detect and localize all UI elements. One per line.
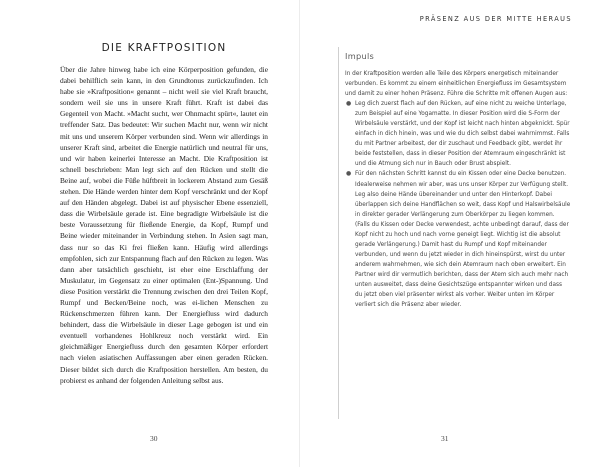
impuls-text — [345, 69, 571, 310]
impuls-intro: In der Kraftposition werden alle Teile des Körpers energetisch miteinander verbunden. Es kommt zu einem einheitlichen Energiefluss im Gesamtsystem und damit zu einer hohen Präsenz. Führe die Schritte mit offenen Augen aus: — [345, 71, 568, 98]
left-page — [0, 0, 299, 467]
running-header: PRÄSENZ AUS DER MITTE HERAUS — [419, 15, 572, 23]
list-item — [345, 99, 571, 169]
body-paragraph: Über die Jahre hinweg habe ich eine Körperposition gefunden, die dabei behilflich sein kann, in den Grundtonus zurückzufinden. Ich habe sie »Kraftposition« genannt – nicht weil sie viel Kraft braucht, sondern weil sie uns in unsere Kraft führt. Kraft ist dabei das Gegenteil von Macht. »Macht sucht, wer Ohnmacht spürt«, lautet ein treffender Satz. Das bedeutet: Wir suchen Macht nur, wenn wir nicht mit uns und unserem Körper verbunden sind. Wenn wir allerdings in unserer Kraft sind, arbeitet die Energie natürlich und neutral für uns, und wir haben keinerlei Interesse an Macht. Die Kraftposition ist schnell beschrieben: Man legt sich auf den Rücken und stellt die Beine auf, wobei die Füße hüftbreit in lockerem Abstand zum Gesäß stehen. Die Hände werden hinter dem Kopf verschränkt und der Kopf auf den Händen abgelegt. Dabei ist auf physischer Ebene essenziell, dass die Wirbelsäule gerade ist. Eine begradigte Wirbelsäule ist die beste Voraussetzung für fließende Energie, da Kopf, Rumpf und Beine wieder miteinander in Verbindung stehen. In Asien sagt man, dass nur so das Ki frei fließen kann. Häufig wird allerdings empfohlen, sich zur Entspannung flach auf den Rücken zu legen. Was dann aber tatsächlich geschieht, ist eher eine Erschlaffung der Muskulatur, im Gegensatz zu einer optimalen (Ent-)Spannung. Und diese Position verstärkt die Trennung zwischen den drei Teilen Kopf, Rumpf und Becken/Beine noch, was ei-lichen Menschen zu Rückenschmerzen führen kann. Der Energiefluss wird dadurch behindert, dass die Wirbelsäule in dieser Lage gebogen ist und ein eventuell vorhandenes Hohlkreuz noch verstärkt wird. Ein gleichmäßiger Energiefluss durch den gesamten Körper erfordert nach vielen asiatischen Auffassungen aber einen geraden Rücken. Dieser bildet sich durch die Kraftposition herstellen. Am besten, du probierst es anhand der folgenden Anleitung selbst aus. — [60, 65, 268, 385]
impuls-title: Impuls — [345, 51, 375, 61]
right-page — [300, 0, 600, 467]
bullet-text: Leg dich zuerst flach auf den Rücken, auf eine nicht zu weiche Unterlage, zum Beispiel auf eine Yogamatte. In dieser Position wird die S-Form der Wirbelsäule verstärkt, und der Kopf ist leicht nach hinten abgeknickt. Spür einfach in dich hinein, was und wie du dich selbst dabei wahrnimmst. Falls du mit Partner arbeitest, der dir zuschaut und Feedback gibt, werdet ihr beide feststellen, dass in dieser Position der Atemraum eingeschränkt ist und die Atmung sich nur in Bauch oder Brust abspielt. — [355, 101, 570, 168]
left-body-text — [60, 64, 268, 386]
bullet-text: Für den nächsten Schritt kannst du ein Kissen oder eine Decke benutzen. Idealerweise nehmen wir aber, was uns unser Körper zur Verfügung stellt. Leg also deine Hände übereinander und unter den Hinterkopf. Dabei überlappen sich deine Handflächen so weit, dass Kopf und Halswirbelsäule in direkter gerader Verlängerung zum Oberkörper zu liegen kommen. (Falls du Kissen oder Decke verwendest, achte unbedingt darauf, dass der Kopf nicht zu hoch und nach vorne geneigt liegt. Wichtig ist die absolut gerade Verlängerung.) Damit hast du Rumpf und Kopf miteinander verbunden, und wenn du jetzt wieder in dich hineinspürst, wirst du unter anderem wahrnehmen, wie sich dein Atemraum nach oben erweitert. Ein Partner wird dir vermutlich berichten, dass der Atem sich auch mehr nach unten ausweitet, dass deine Gesichtszüge entspannter wirken und dass du jetzt oben viel präsenter wirkst als vorher. Weiter unten im Körper verliert sich die Präsenz aber wieder. — [355, 171, 571, 309]
bullet-icon: ● — [346, 170, 352, 178]
chapter-title: DIE KRAFTPOSITION — [101, 42, 227, 54]
impuls-bullet-list — [345, 99, 571, 310]
impuls-box — [338, 47, 575, 419]
page-number-left: 30 — [150, 434, 158, 443]
page-number-right: 31 — [441, 434, 449, 443]
bullet-icon: ● — [346, 100, 352, 108]
list-item — [345, 169, 571, 310]
